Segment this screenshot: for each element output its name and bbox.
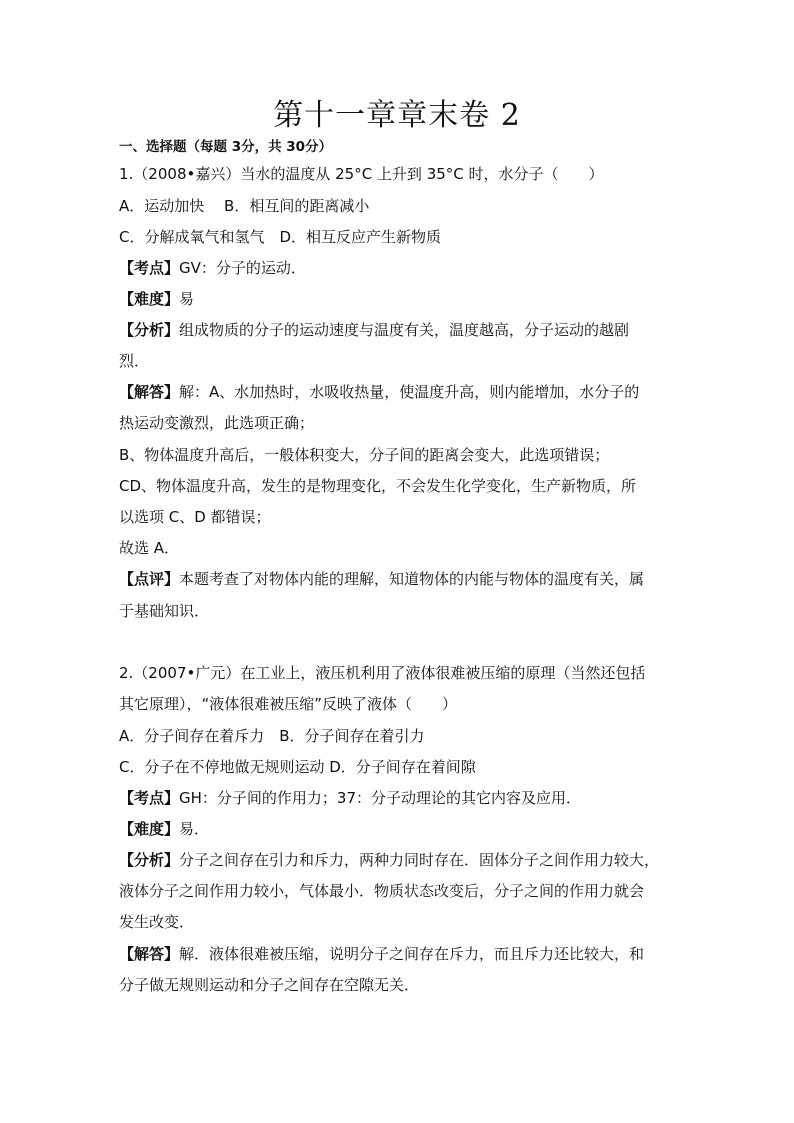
q1-nandu-text: 易 <box>179 290 195 308</box>
q2-jieda-tag: 【解答】 <box>119 945 180 963</box>
q1-stem: 1.（2008•嘉兴）当水的温度从 25°C 上升到 35°C 时，水分子（ ） <box>119 165 604 183</box>
q1-fenxi <box>119 319 679 341</box>
q2-fenxi-text-1: 分子之间存在引力和斥力，两种力同时存在．固体分子之间作用力较大， <box>179 851 660 869</box>
q2-nandu <box>119 818 679 840</box>
q2-kaodian <box>119 787 679 809</box>
q1-kaodian-text: GV：分子的运动． <box>179 259 306 277</box>
q1-jieda-text-6: 故选 A． <box>119 539 180 557</box>
q1-nandu <box>119 288 679 310</box>
q1-fenxi-tag: 【分析】 <box>119 321 180 339</box>
q1-options-ab: A．运动加快 B．相互间的距离减小 <box>119 197 370 215</box>
q2-nandu-tag: 【难度】 <box>119 820 180 838</box>
q1-jieda-tag: 【解答】 <box>119 383 180 401</box>
q1-dianping-text-1: 本题考查了对物体内能的理解，知道物体的内能与物体的温度有关，属 <box>179 570 645 588</box>
q1-kaodian-tag: 【考点】 <box>119 259 180 277</box>
q1-jieda-text-3: B、物体温度升高后，一般体积变大，分子间的距离会变大，此选项错误； <box>119 446 610 464</box>
q2-jieda <box>119 943 679 965</box>
q1-options-cd: C．分解成氧气和氢气 D．相互反应产生新物质 <box>119 228 442 246</box>
q2-stem-1: 2.（2007•广元）在工业上，液压机利用了液体很难被压缩的原理（当然还包括 <box>119 664 646 682</box>
q2-options-cd: C．分子在不停地做无规则运动 D．分子间存在着间隙 <box>119 758 476 776</box>
q2-fenxi-text-2: 液体分子之间作用力较小，气体最小．物质状态改变后，分子之间的作用力就会 <box>119 882 645 900</box>
q1-nandu-tag: 【难度】 <box>119 290 180 308</box>
q2-nandu-text: 易． <box>179 820 210 838</box>
q1-kaodian <box>119 257 679 279</box>
q2-fenxi-text-3: 发生改变． <box>119 913 195 931</box>
q1-jieda-text-4: CD、物体温度升高，发生的是物理变化，不会发生化学变化，生产新物质，所 <box>119 477 637 495</box>
q1-fenxi-text-2: 烈． <box>119 352 150 370</box>
section-heading: 一、选择题（每题 3分，共 30分） <box>119 139 333 155</box>
page-title: 第十一章章末卷 2 <box>273 98 521 133</box>
q1-fenxi-text-1: 组成物质的分子的运动速度与温度有关，温度越高，分子运动的越剧 <box>179 321 630 339</box>
q1-jieda-text-5: 以选项 C、D 都错误； <box>119 508 271 526</box>
q2-stem-2: 其它原理），“液体很难被压缩”反映了液体（ ） <box>119 695 458 713</box>
q1-dianping-tag: 【点评】 <box>119 570 180 588</box>
q1-dianping-text-2: 于基础知识． <box>119 602 210 620</box>
q2-jieda-text-1: 解．液体很难被压缩，说明分子之间存在斥力，而且斥力还比较大，和 <box>179 945 645 963</box>
q2-options-ab: A．分子间存在着斥力 B．分子间存在着引力 <box>119 727 425 745</box>
q2-jieda-text-2: 分子做无规则运动和分子之间存在空隙无关． <box>119 976 420 994</box>
q1-jieda-text-2: 热运动变激烈，此选项正确； <box>119 414 315 432</box>
q2-fenxi-tag: 【分析】 <box>119 851 180 869</box>
q2-fenxi <box>119 849 679 871</box>
q1-jieda-text-1: 解：A、水加热时，水吸收热量，使温度升高，则内能增加，水分子的 <box>179 383 640 401</box>
q2-kaodian-tag: 【考点】 <box>119 789 180 807</box>
q2-kaodian-text: GH：分子间的作用力；37：分子动理论的其它内容及应用． <box>179 789 582 807</box>
q1-dianping <box>119 568 679 590</box>
q1-jieda <box>119 381 679 403</box>
